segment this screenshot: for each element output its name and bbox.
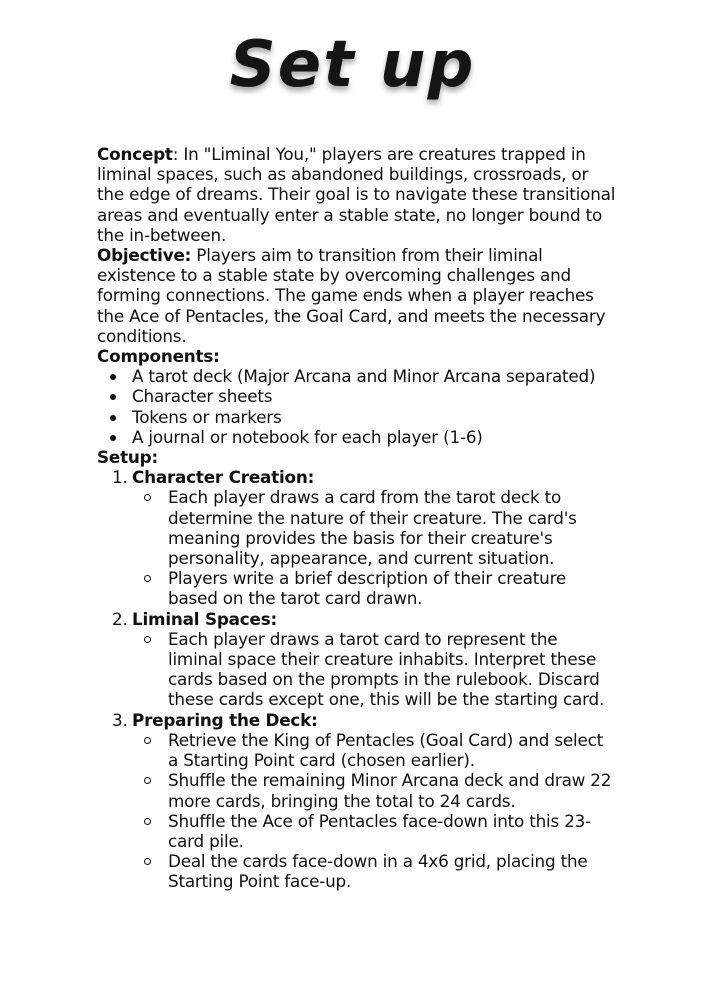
setup-step bbox=[112, 608, 617, 710]
component-item: Tokens or markers bbox=[132, 407, 617, 427]
concept-text: : In "Liminal You," players are creatures trapped in liminal spaces, such as abandoned buildings, crossroads, or the edge of dreams. Their goal is to navigate these transitional areas and eventually enter a stable state, no longer bound to the in-between. bbox=[97, 144, 616, 245]
step-sublist bbox=[132, 629, 617, 710]
step-subitem: Retrieve the King of Pentacles (Goal Card) and select a Starting Point card (chosen earlier). bbox=[168, 730, 617, 770]
objective-label: Objective: bbox=[97, 245, 192, 266]
concept-label: Concept bbox=[97, 144, 173, 164]
step-subitem: Shuffle the remaining Minor Arcana deck and draw 22 more cards, bringing the total to 24 cards. bbox=[168, 770, 617, 810]
concept-paragraph bbox=[97, 144, 617, 245]
setup-step bbox=[112, 467, 617, 609]
component-item: Character sheets bbox=[132, 386, 617, 406]
step-number: 2. bbox=[112, 608, 128, 629]
step-title: Preparing the Deck: bbox=[132, 709, 318, 730]
rules-body bbox=[97, 144, 617, 892]
setup-steps bbox=[97, 467, 617, 891]
step-subitem: Each player draws a tarot card to represent the liminal space their creature inhabits. Interpret these cards based on the prompts in the rulebook. Discard these cards except one, this will be the starting card. bbox=[168, 629, 617, 710]
components-heading: Components: bbox=[97, 346, 220, 367]
step-subitem: Each player draws a card from the tarot deck to determine the nature of their creature. The card's meaning provides the basis for their creature's personality, appearance, and current situation. bbox=[168, 487, 617, 568]
objective-paragraph bbox=[97, 245, 617, 346]
component-item: A tarot deck (Major Arcana and Minor Arcana separated) bbox=[132, 366, 617, 386]
setup-heading: Setup: bbox=[97, 447, 158, 468]
step-subitem: Deal the cards face-down in a 4x6 grid, placing the Starting Point face-up. bbox=[168, 851, 617, 891]
component-item: A journal or notebook for each player (1-6) bbox=[132, 427, 617, 447]
step-sublist bbox=[132, 487, 617, 608]
components-list bbox=[97, 366, 617, 447]
objective-text: Players aim to transition from their liminal existence to a stable state by overcoming challenges and forming connections. The game ends when a player reaches the Ace of Pentacles, the Goal Card, and meets the necessary conditions. bbox=[97, 245, 606, 346]
step-subitem: Shuffle the Ace of Pentacles face-down into this 23-card pile. bbox=[168, 811, 617, 851]
step-title: Liminal Spaces: bbox=[132, 608, 277, 629]
step-subitem: Players write a brief description of their creature based on the tarot card drawn. bbox=[168, 568, 617, 608]
setup-step bbox=[112, 709, 617, 892]
step-number: 1. bbox=[112, 467, 128, 488]
page-title: Set up bbox=[229, 28, 476, 102]
step-sublist bbox=[132, 730, 617, 892]
step-number: 3. bbox=[112, 709, 128, 730]
step-title: Character Creation: bbox=[132, 467, 315, 488]
